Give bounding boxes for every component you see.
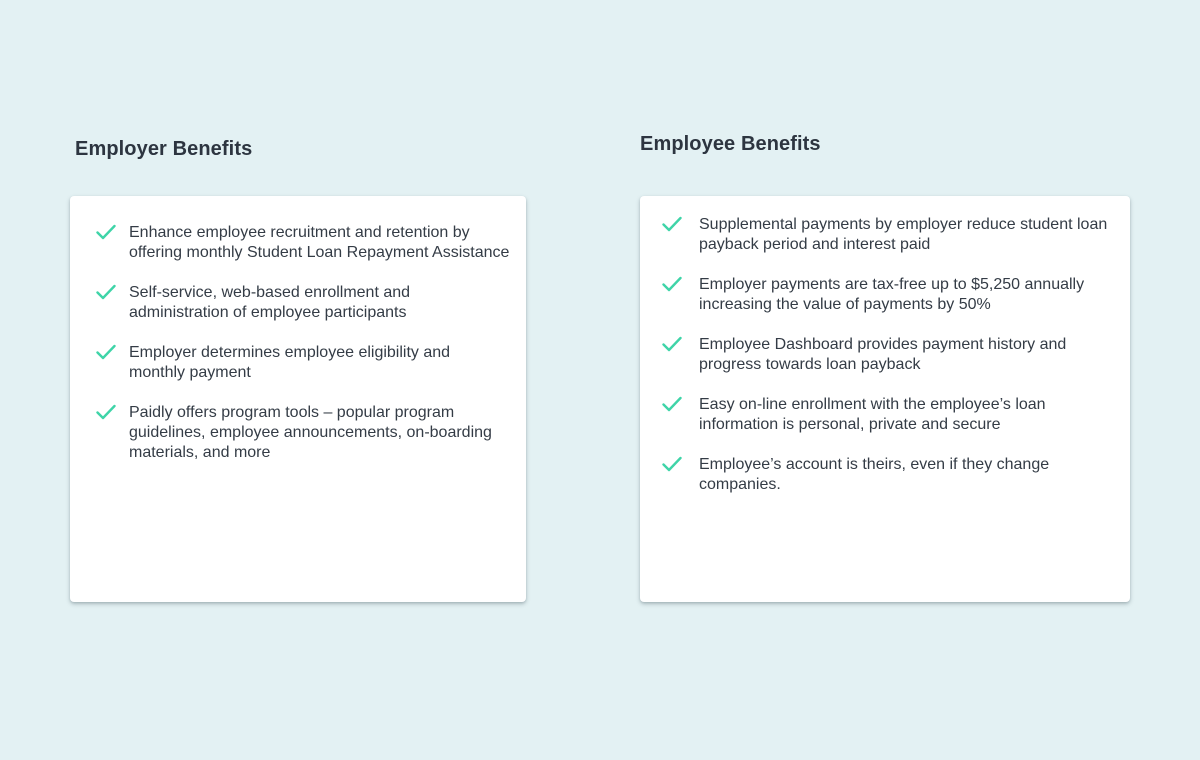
- employer-benefit-item: [96, 403, 510, 463]
- employer-benefit-item: [96, 343, 510, 383]
- employee-benefit-item: [662, 455, 1108, 495]
- employer-benefits-card: [70, 196, 526, 602]
- check-icon: [662, 336, 682, 352]
- employee-benefit-text: Easy on-line enrollment with the employee’s loan information is personal, private and secure: [699, 396, 1046, 433]
- employer-benefit-text: Paidly offers program tools – popular program guidelines, employee announcements, on-boarding materials, and more: [129, 404, 492, 461]
- employer-benefit-text: Employer determines employee eligibility and monthly payment: [129, 344, 451, 381]
- employee-benefit-text: Employee’s account is theirs, even if they change companies.: [699, 456, 1050, 493]
- employer-benefit-text: Self-service, web-based enrollment and administration of employee participants: [129, 284, 411, 321]
- employer-benefit-item: [96, 283, 510, 323]
- employer-benefit-item: [96, 223, 510, 263]
- check-icon: [96, 224, 116, 240]
- employer-benefit-text: Enhance employee recruitment and retention by offering monthly Student Loan Repayment Assistance: [129, 224, 510, 261]
- employee-benefit-item: [662, 215, 1108, 255]
- check-icon: [662, 216, 682, 232]
- employee-benefit-text: Supplemental payments by employer reduce student loan payback period and interest paid: [699, 216, 1108, 253]
- check-icon: [662, 276, 682, 292]
- employer-benefits-heading: Employer Benefits: [75, 138, 253, 160]
- employee-benefit-item: [662, 335, 1108, 375]
- check-icon: [96, 284, 116, 300]
- check-icon: [96, 344, 116, 360]
- check-icon: [662, 456, 682, 472]
- check-icon: [662, 396, 682, 412]
- employee-benefits-list: [662, 215, 1108, 495]
- employee-benefit-text: Employer payments are tax-free up to $5,250 annually increasing the value of payments by 50%: [699, 276, 1085, 313]
- check-icon: [96, 404, 116, 420]
- employer-benefits-list: [96, 223, 510, 463]
- employee-benefit-text: Employee Dashboard provides payment history and progress towards loan payback: [699, 336, 1067, 373]
- employee-benefit-item: [662, 275, 1108, 315]
- employee-benefits-card: [640, 196, 1130, 602]
- employee-benefits-heading: Employee Benefits: [640, 133, 821, 155]
- employee-benefit-item: [662, 395, 1108, 435]
